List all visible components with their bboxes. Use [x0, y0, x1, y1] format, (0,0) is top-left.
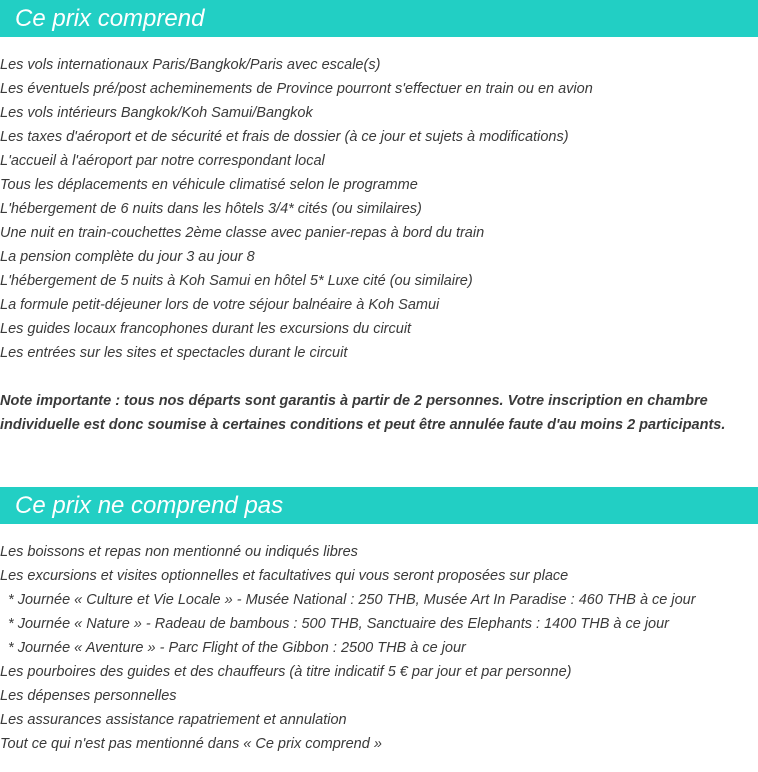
- list-item: Une nuit en train-couchettes 2ème classe avec panier-repas à bord du train: [0, 225, 485, 241]
- section-header-excludes: Ce prix ne comprend pas: [0, 487, 758, 524]
- includes-list: [0, 53, 593, 365]
- section-header-includes: Ce prix comprend: [0, 0, 758, 37]
- list-item: Les boissons et repas non mentionné ou indiqués libres: [0, 544, 358, 560]
- list-item: * Journée « Aventure » - Parc Flight of the Gibbon : 2500 THB à ce jour: [0, 640, 466, 656]
- list-item: L'hébergement de 6 nuits dans les hôtels 3/4* cités (ou similaires): [0, 201, 422, 217]
- excludes-list: [0, 540, 696, 756]
- list-item: Tous les déplacements en véhicule climatisé selon le programme: [0, 177, 418, 193]
- list-item: Les assurances assistance rapatriement et annulation: [0, 712, 347, 728]
- list-item: Les taxes d'aéroport et de sécurité et frais de dossier (à ce jour et sujets à modifications): [0, 129, 569, 145]
- list-item: Les éventuels pré/post acheminements de Province pourront s'effectuer en train ou en avion: [0, 81, 593, 97]
- list-item: Les pourboires des guides et des chauffeurs (à titre indicatif 5 € par jour et par personne): [0, 664, 572, 680]
- list-item: Les vols internationaux Paris/Bangkok/Paris avec escale(s): [0, 57, 381, 73]
- list-item: Les guides locaux francophones durant les excursions du circuit: [0, 321, 412, 337]
- list-item: La formule petit-déjeuner lors de votre séjour balnéaire à Koh Samui: [0, 297, 440, 313]
- list-item: Les excursions et visites optionnelles et facultatives qui vous seront proposées sur place: [0, 568, 569, 584]
- list-item: Les entrées sur les sites et spectacles durant le circuit: [0, 345, 348, 361]
- list-item: Les dépenses personnelles: [0, 688, 177, 704]
- list-item: La pension complète du jour 3 au jour 8: [0, 249, 255, 265]
- list-item: L'accueil à l'aéroport par notre correspondant local: [0, 153, 325, 169]
- list-item: Tout ce qui n'est pas mentionné dans « Ce prix comprend »: [0, 736, 382, 752]
- important-note: Note importante : tous nos départs sont garantis à partir de 2 personnes. Votre inscription en chambre individuelle est donc soumise à certaines conditions et peut être annulée faute d'au moins 2 participants.: [0, 393, 726, 433]
- list-item: * Journée « Culture et Vie Locale » - Musée National : 250 THB, Musée Art In Paradise : 460 THB à ce jour: [0, 592, 696, 608]
- list-item: * Journée « Nature » - Radeau de bambous : 500 THB, Sanctuaire des Elephants : 1400 THB à ce jour: [0, 616, 670, 632]
- list-item: Les vols intérieurs Bangkok/Koh Samui/Bangkok: [0, 105, 313, 121]
- list-item: L'hébergement de 5 nuits à Koh Samui en hôtel 5* Luxe cité (ou similaire): [0, 273, 473, 289]
